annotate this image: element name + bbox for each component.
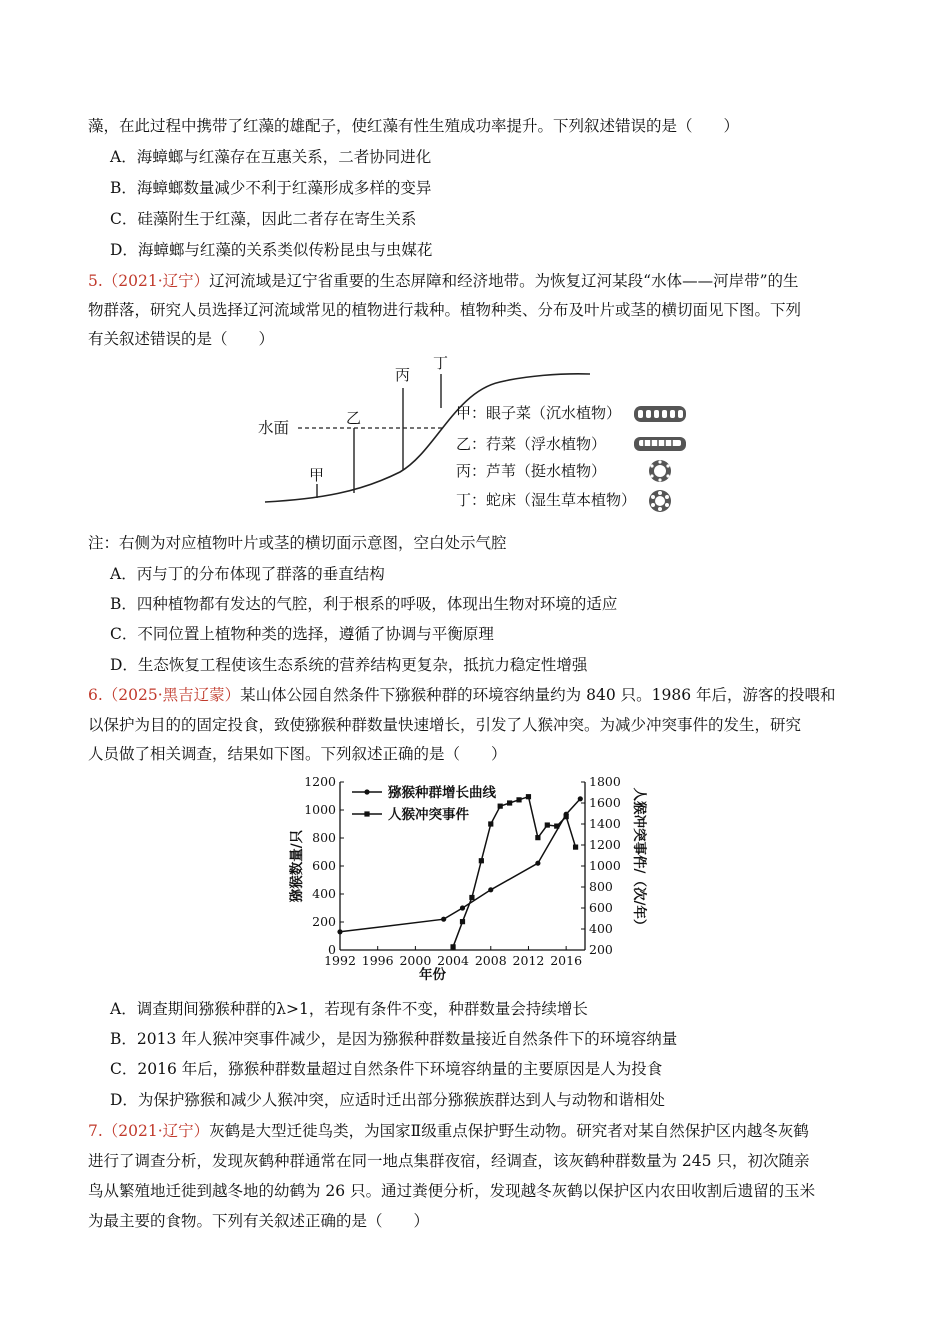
right-tick-label: 200 [589,942,613,957]
population-point [488,887,493,892]
conflict-point [526,794,531,799]
x-tick-label: 2016 [550,953,583,968]
cross-section-bing-icon [649,460,671,482]
legend-growth-marker [364,789,369,794]
legend-conflict-marker [364,811,369,816]
right-tick-label: 1600 [589,795,621,810]
right-tick-label: 600 [589,900,613,915]
conflict-point [469,895,474,900]
legend-bing: 丙：芦苇（挺水植物） [456,462,607,480]
x-tick-label: 1996 [361,953,394,968]
right-tick-label: 1000 [589,858,621,873]
conflict-point [535,835,540,840]
q6-option-c: C．2016 年后，猕猴种群数量超过自然条件下环境容纳量的主要原因是人为投食 [110,1060,663,1078]
q4-option-a: A．海蟑螂与红藻存在互惠关系，二者协同进化 [110,148,432,166]
conflict-point [507,800,512,805]
cross-section-jia-icon [634,406,686,422]
population-point [535,861,540,866]
conflict-point [516,797,521,802]
conflict-point [498,804,503,809]
q5-stem-line2: 物群落，研究人员选择辽河流域常见的植物进行栽种。植物种类、分布及叶片或茎的横切面见下图。下列 [88,301,802,319]
conflict-events-line [453,797,575,947]
left-axis-title: 猕猴数量/只 [289,829,305,903]
population-point [337,929,342,934]
conflict-point [479,858,484,863]
q6-number: 6. [88,686,103,704]
legend-growth-label: 猕猴种群增长曲线 [388,785,496,801]
right-tick-label: 1200 [589,837,621,852]
left-tick-label: 1200 [304,774,336,789]
q4-option-c: C．硅藻附生于红藻，因此二者存在寄生关系 [110,210,417,228]
q7-source: （2021·辽宁） [102,1122,210,1140]
right-tick-label: 800 [589,879,613,894]
q7-stem-line1 [88,1120,809,1142]
marker-jia-label: 甲 [309,466,325,484]
conflict-point [573,845,578,850]
q6-stem-line3: 人员做了相关调查，结果如下图。下列叙述正确的是（ ） [88,745,507,763]
left-tick-label: 1000 [304,802,336,817]
q6-option-a: A．调查期间猕猴种群的λ>1，若现有条件不变，种群数量会持续增长 [110,1000,588,1018]
q6-option-d: D．为保护猕猴和减少人猴冲突，应适时迁出部分猕猴族群达到人与动物和谐相处 [110,1091,665,1109]
marker-yi-label: 乙 [346,409,362,427]
marker-ding-label: 丁 [433,354,449,372]
left-tick-label: 800 [312,830,336,845]
q7-stem-line2: 进行了调查分析，发现灰鹤种群通常在同一地点集群夜宿，经调查，该灰鹤种群数量为 245 只，初次随亲 [88,1152,810,1170]
q4-stem-continuation: 藻，在此过程中携带了红藻的雄配子，使红藻有性生殖成功率提升。下列叙述错误的是（ ） [88,117,740,135]
x-tick-label: 2012 [512,953,545,968]
q5-source: （2021·辽宁） [102,272,210,290]
cross-section-yi-icon [634,437,686,451]
left-tick-label: 400 [312,886,336,901]
q5-option-b: B．四种植物都有发达的气腔，利于根系的呼吸，体现出生物对环境的适应 [110,595,618,613]
q4-option-d: D．海蟑螂与红藻的关系类似传粉昆虫与虫媒花 [110,241,433,259]
q5-option-a: A．丙与丁的分布体现了群落的垂直结构 [110,565,385,583]
q6-text: 某山体公园自然条件下猕猴种群的环境容纳量约为 840 只。1986 年后，游客的投喂和 [240,686,836,704]
riverbank-figure [250,352,700,520]
left-tick-label: 200 [312,914,336,929]
q7-text: 灰鹤是大型迁徙鸟类，为国家Ⅱ级重点保护野生动物。研究者对某自然保护区内越冬灰鹤 [209,1122,809,1140]
q6-stem-line2: 以保护为目的的固定投食，致使猕猴种群数量快速增长，引发了人猴冲突。为减少冲突事件的发生，研究 [88,716,802,734]
water-surface-label: 水面 [258,419,290,437]
right-tick-label: 1800 [589,774,621,789]
q5-option-d: D．生态恢复工程使该生态系统的营养结构更复杂，抵抗力稳定性增强 [110,656,588,674]
q5-option-c: C．不同位置上植物种类的选择，遵循了协调与平衡原理 [110,625,494,643]
conflict-point [564,814,569,819]
macaque-chart [285,770,675,988]
conflict-point [545,822,550,827]
legend-conflict-label: 人猴冲突事件 [388,807,469,823]
legend-ding: 丁：蛇床（湿生草本植物） [456,491,637,509]
q6-option-b: B．2013 年人猴冲突事件减少，是因为猕猴种群数量接近自然条件下的环境容纳量 [110,1030,678,1048]
marker-bing-label: 丙 [395,366,411,384]
population-point [441,917,446,922]
q7-stem-line4: 为最主要的食物。下列有关叙述正确的是（ ） [88,1212,430,1230]
legend-yi: 乙：荇菜（浮水植物） [456,435,607,453]
q7-number: 7. [88,1122,103,1140]
x-tick-label: 1992 [324,953,356,968]
q6-source: （2025·黑吉辽蒙） [102,686,241,704]
x-tick-label: 2004 [437,953,469,968]
right-tick-label: 1400 [589,816,621,831]
q7-stem-line3: 鸟从繁殖地迁徙到越冬地的幼鹤为 26 只。通过粪便分析，发现越冬灰鹤以保护区内农田收割后遗留的玉米 [88,1182,816,1200]
population-point [460,905,465,910]
right-tick-label: 400 [589,921,613,936]
conflict-point [460,919,465,924]
conflict-point [554,824,559,829]
q5-stem-line1 [88,270,799,292]
conflict-point [488,821,493,826]
q6-stem-line1 [88,684,836,706]
q5-text: 辽河流域是辽宁省重要的生态屏障和经济地带。为恢复辽河某段“水体——河岸带”的生 [209,272,799,290]
q4-option-b: B．海蟑螂数量减少不利于红藻形成多样的变异 [110,179,432,197]
right-axis-title: 人猴冲突事件/（次/年） [631,787,647,933]
x-tick-label: 2000 [399,953,432,968]
x-tick-label: 2008 [474,953,507,968]
conflict-point [450,944,455,949]
left-tick-label: 600 [312,858,336,873]
population-point [578,796,583,801]
cross-section-ding-icon [649,490,671,512]
q5-stem-line3: 有关叙述错误的是（ ） [88,330,275,348]
q5-figure-note: 注：右侧为对应植物叶片或茎的横切面示意图，空白处示气腔 [88,534,507,552]
legend-jia: 甲：眼子菜（沉水植物） [456,404,622,422]
x-axis-title: 年份 [419,967,446,983]
q5-number: 5. [88,272,103,290]
left-tick-label: 0 [328,942,336,957]
